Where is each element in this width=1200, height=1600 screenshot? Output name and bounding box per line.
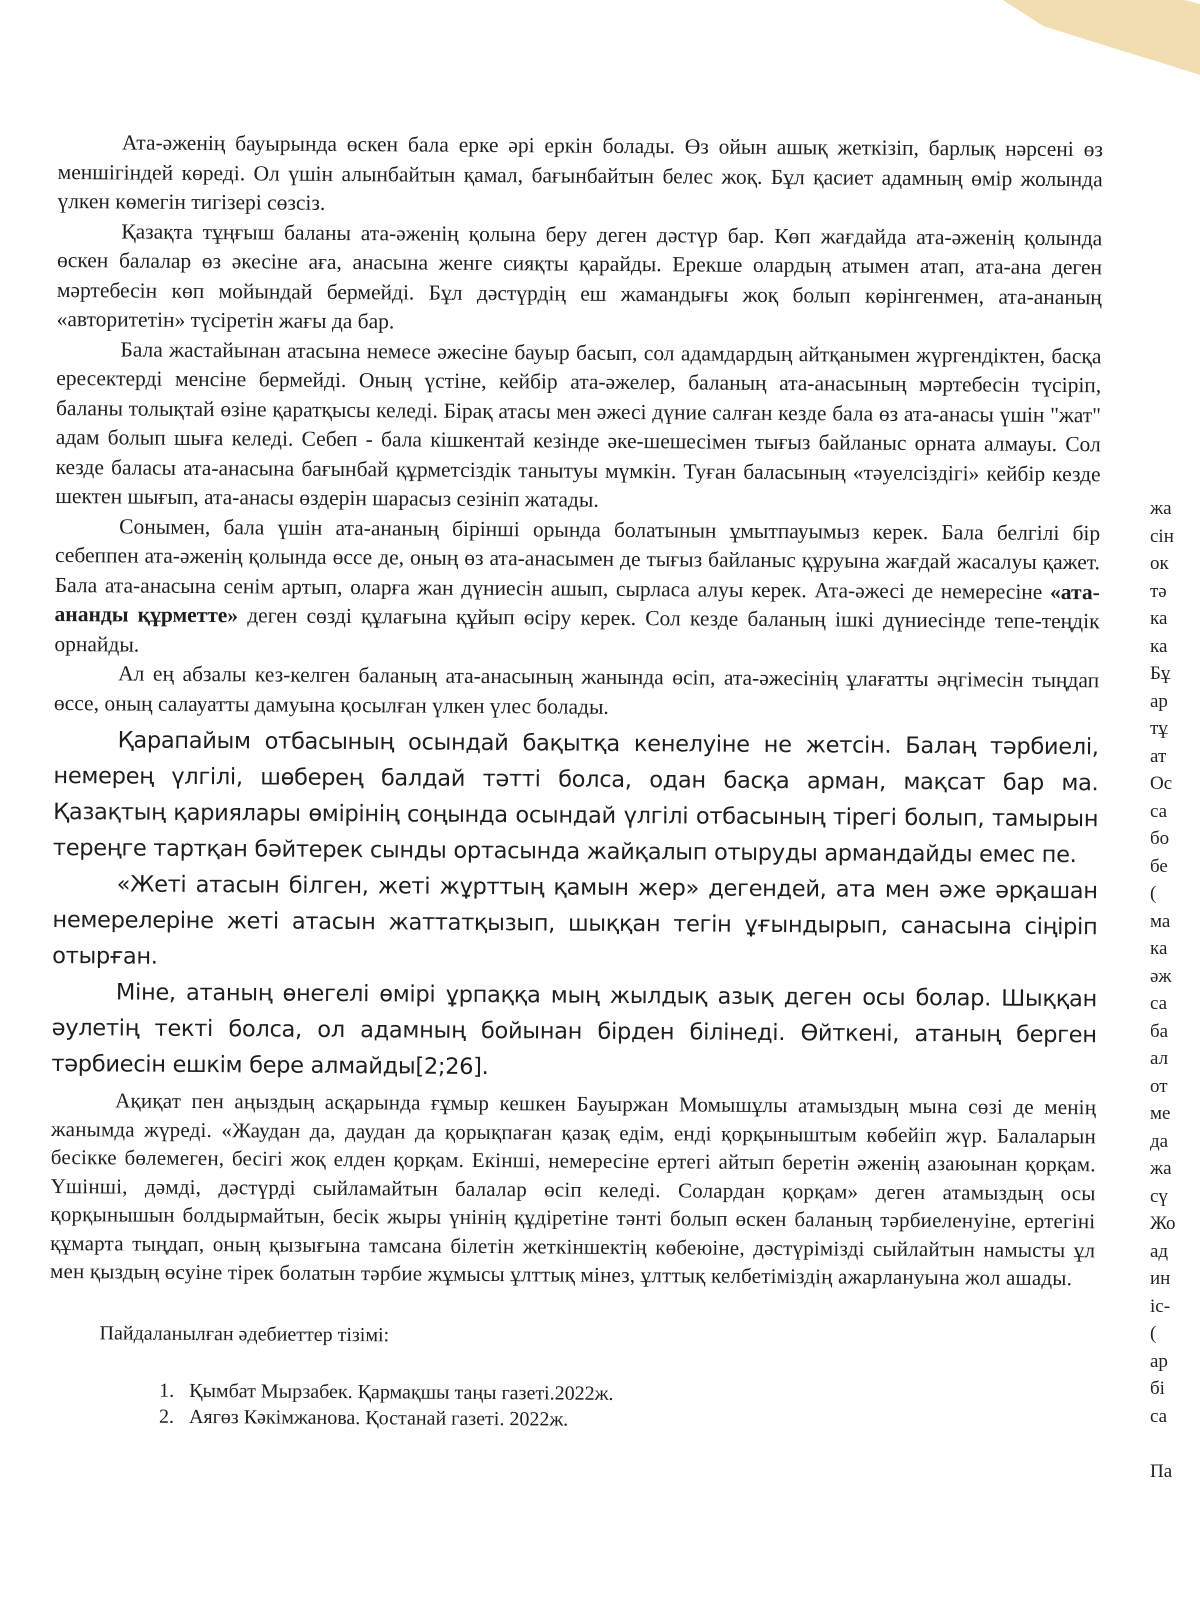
adjacent-page-fragment: да	[1150, 1130, 1169, 1152]
adjacent-page-fragment: ад	[1150, 1240, 1169, 1262]
adjacent-page-fragment: Ос	[1150, 773, 1173, 794]
adjacent-page-fragment: бі	[1150, 1378, 1165, 1399]
adjacent-page-fragment: са	[1150, 800, 1168, 822]
document-page	[49, 128, 1103, 1436]
adjacent-page-fragment: Жо	[1150, 1213, 1176, 1234]
adjacent-page-fragment: әж	[1150, 965, 1172, 987]
paragraph-1: Ата-әженің бауырында өскен бала ерке әрі еркін болады. Өз ойын ашық жеткізіп, барлық нәрсені өз меншігіндей көреді. Ол үшін алынбайтын қамал, бағынбайтын белес жоқ. Бұл қасиет адамның өмір жолында үлкен көмегін тигізері сөзсіз.	[57, 130, 1103, 215]
paragraph-7: «Жеті атасын білген, жеті жұрттың қамын жер» дегендей, ата мен әже әрқашан немерелеріне жеті атасын жаттатқызып, шыққан тегін ұғындырып, санасына сіңіріп отырған.	[52, 871, 1098, 970]
paragraph-6: Қарапайым отбасының осындай бақытқа кенелуіне не жетсін. Балаң тәрбиелі, немерең үлгілі, шөберең балдай тәтті болса, одан басқа арман, мақсат бар ма. Қазақтың қариялары өмірінің соңында осындай үлгілі отбасының тірегі болып, тамырын тереңге тартқан бәйтерек сынды ортасында жайқалып отыруды армандайды емес пе.	[52, 727, 1099, 869]
adjacent-page-fragment: от	[1150, 1075, 1168, 1097]
adjacent-page-fragment: ба	[1150, 1020, 1169, 1042]
adjacent-page-fragment: (	[1150, 1323, 1157, 1344]
adjacent-page-fragment: ок	[1150, 553, 1169, 574]
paragraph-2: Қазақта тұңғыш баланы ата-әженің қолына беру деген дәстүр бар. Көп жағдайда ата-әженің қолында өскен балалар өз әкесіне аға, анасына женге сияқты қарайды. Ерекше олардың атымен атап, ата-ана деген мәртебесін көп мойындай бермейді. Бұл дәстүрдің еш жамандығы жоқ болып көрінгенмен, ата-ананың «авторитетін» түсіретін жағы да бар.	[56, 218, 1103, 334]
adjacent-page-fragment: ма	[1150, 910, 1171, 932]
paragraph-5: Ал ең абзалы кез-келген баланың ата-анасының жанында өсіп, ата-әжесінің ұлағатты әңгімесін тыңдап өссе, оның салауатты дамуына қосылған үлкен үлес болады.	[53, 661, 1100, 719]
adjacent-page-fragment: ат	[1150, 745, 1167, 767]
adjacent-page-fragment: тә	[1150, 580, 1167, 602]
paragraph-4	[54, 511, 1100, 666]
adjacent-page-fragment: жа	[1150, 1158, 1172, 1179]
reference-item: 1. Қымбат Мырзабек. Қармақшы таңы газеті.2022ж.	[159, 1379, 614, 1405]
paragraph-4-start: Сонымен, бала үшін ата-ананың бірінші орында болатынын ұмытпауымыз керек. Бала белгілі бір себеппен ата-әженің қолында өссе де, оның өз ата-анасымен де тығыз байланыс құруына жағдай жасалуы қажет. Бала ата-анасына сенім артып, оларға жан дүниесін ашып, сырласа алуы керек. Ата-әжесі де немересіне	[54, 513, 1101, 604]
bold-phrase: «ата-ананды құрметте»	[54, 579, 1100, 628]
adjacent-page-fragment: ин	[1150, 1268, 1171, 1289]
adjacent-page-fragment: Па	[1150, 1460, 1173, 1482]
paragraph-3: Бала жастайынан атасына немесе әжесіне бауыр басып, сол адамдардың айтқанымен жүргендіктен, басқа ересектерді менсіне бермейді. Оның үстіне, кейбір ата-әжелер, баланың ата-анасының мәртебесін түсіріп, баланы толықтай өзіне қаратқысы келеді. Бірақ атасы мен әжесі дүние салған кезде бала өз ата-анасы үшін "жат" адам болып шыға келеді. Себеп - бала кішкентай кезінде әке-шешесімен тығыз байланыс орната алмауы. Сол кезде баласы ата-анасына бағынбай құрметсіздік танытуы мүмкін. Туған баласының «тәуелсіздігі» кейбір кезде шектен шығып, ата-анасы өздерін шарасыз сезініп жатады.	[55, 336, 1102, 512]
adjacent-page-fragment: са	[1150, 993, 1168, 1014]
adjacent-page-fragment: ме	[1150, 1103, 1171, 1124]
adjacent-page-fragment: жа	[1150, 498, 1172, 519]
adjacent-page-fragment: Бұ	[1150, 663, 1171, 684]
references-list	[159, 1377, 1094, 1436]
adjacent-page-fragment: ка	[1150, 938, 1168, 959]
adjacent-page-fragment: бе	[1150, 855, 1168, 877]
references-title: Пайдаланылған әдебиеттер тізімі:	[99, 1321, 390, 1346]
tape-strip	[965, 0, 1200, 80]
adjacent-page-fragment: (	[1150, 883, 1157, 904]
reference-item: 2. Аягөз Кәкімжанова. Қостанай газеті. 2022ж.	[158, 1405, 569, 1431]
adjacent-page-fragment: сү	[1150, 1185, 1168, 1207]
adjacent-page-fragment: бо	[1150, 828, 1170, 849]
adjacent-page-fragment: тұ	[1150, 718, 1168, 739]
adjacent-page-fragment: ка	[1150, 635, 1168, 657]
adjacent-page-fragment: ка	[1150, 608, 1168, 629]
adjacent-page-fragment: іс-	[1150, 1295, 1171, 1317]
adjacent-page-fragment: ар	[1150, 690, 1168, 712]
paragraph-9: Ақиқат пен аңыздың асқарында ғұмыр кешкен Бауыржан Момышұлы атамыздың мына сөзі де менің жанымда жүреді. «Жаудан да, даудан да қорықпаған қазақ едім, енді қорқыныштым көбейіп жүр. Балаларын бесікке бөлемеген, бесігі жоқ елден қорқам. Екінші, немересіне ертегі айтып беретін әженің азаюынан қорқам. Үшінші, дәмді, дәстүрді сыйламайтын балалар өсіп келеді. Солардан қорқам» деген атамыздың осы қорқынышын болдырмайтын, бесік жыры үнінің құдіретіне тәнті болып өскен баланың тәрбиеленуіне, ертегіні құмарта тыңдап, оның қызығына тамсана білетін жеткіншектің көбеюіне, дәстүрімізді сыйлайтын намысты ұл мен қыздың өсуіне тірек болатын тәрбие жұмысы ұлттық мінез, ұлттық келбетіміздің ажарлануына жол ашады.	[49, 1088, 1097, 1291]
paragraph-8: Міне, атаның өнегелі өмірі ұрпаққа мың жылдық азық деген осы болар. Шыққан әулетің текті болса, ол адамның бойынан бірден білінеді. Өйткені, атаның берген тәрбиесін ешкім бере алмайды[2;26].	[51, 979, 1098, 1081]
adjacent-page-fragment: ар	[1150, 1350, 1168, 1372]
adjacent-page-fragment: ал	[1150, 1048, 1169, 1069]
adjacent-page-fragment	[1150, 1430, 1200, 1458]
adjacent-page-edge	[1150, 495, 1200, 1485]
adjacent-page-fragment: са	[1150, 1405, 1168, 1427]
adjacent-page-fragment: сін	[1150, 525, 1174, 547]
paragraph-4-end: деген сөзді құлағына құйып өсіру керек. Сол кезде баланың ішкі дүниесінде тепе-теңдік орнайды.	[54, 603, 1100, 657]
